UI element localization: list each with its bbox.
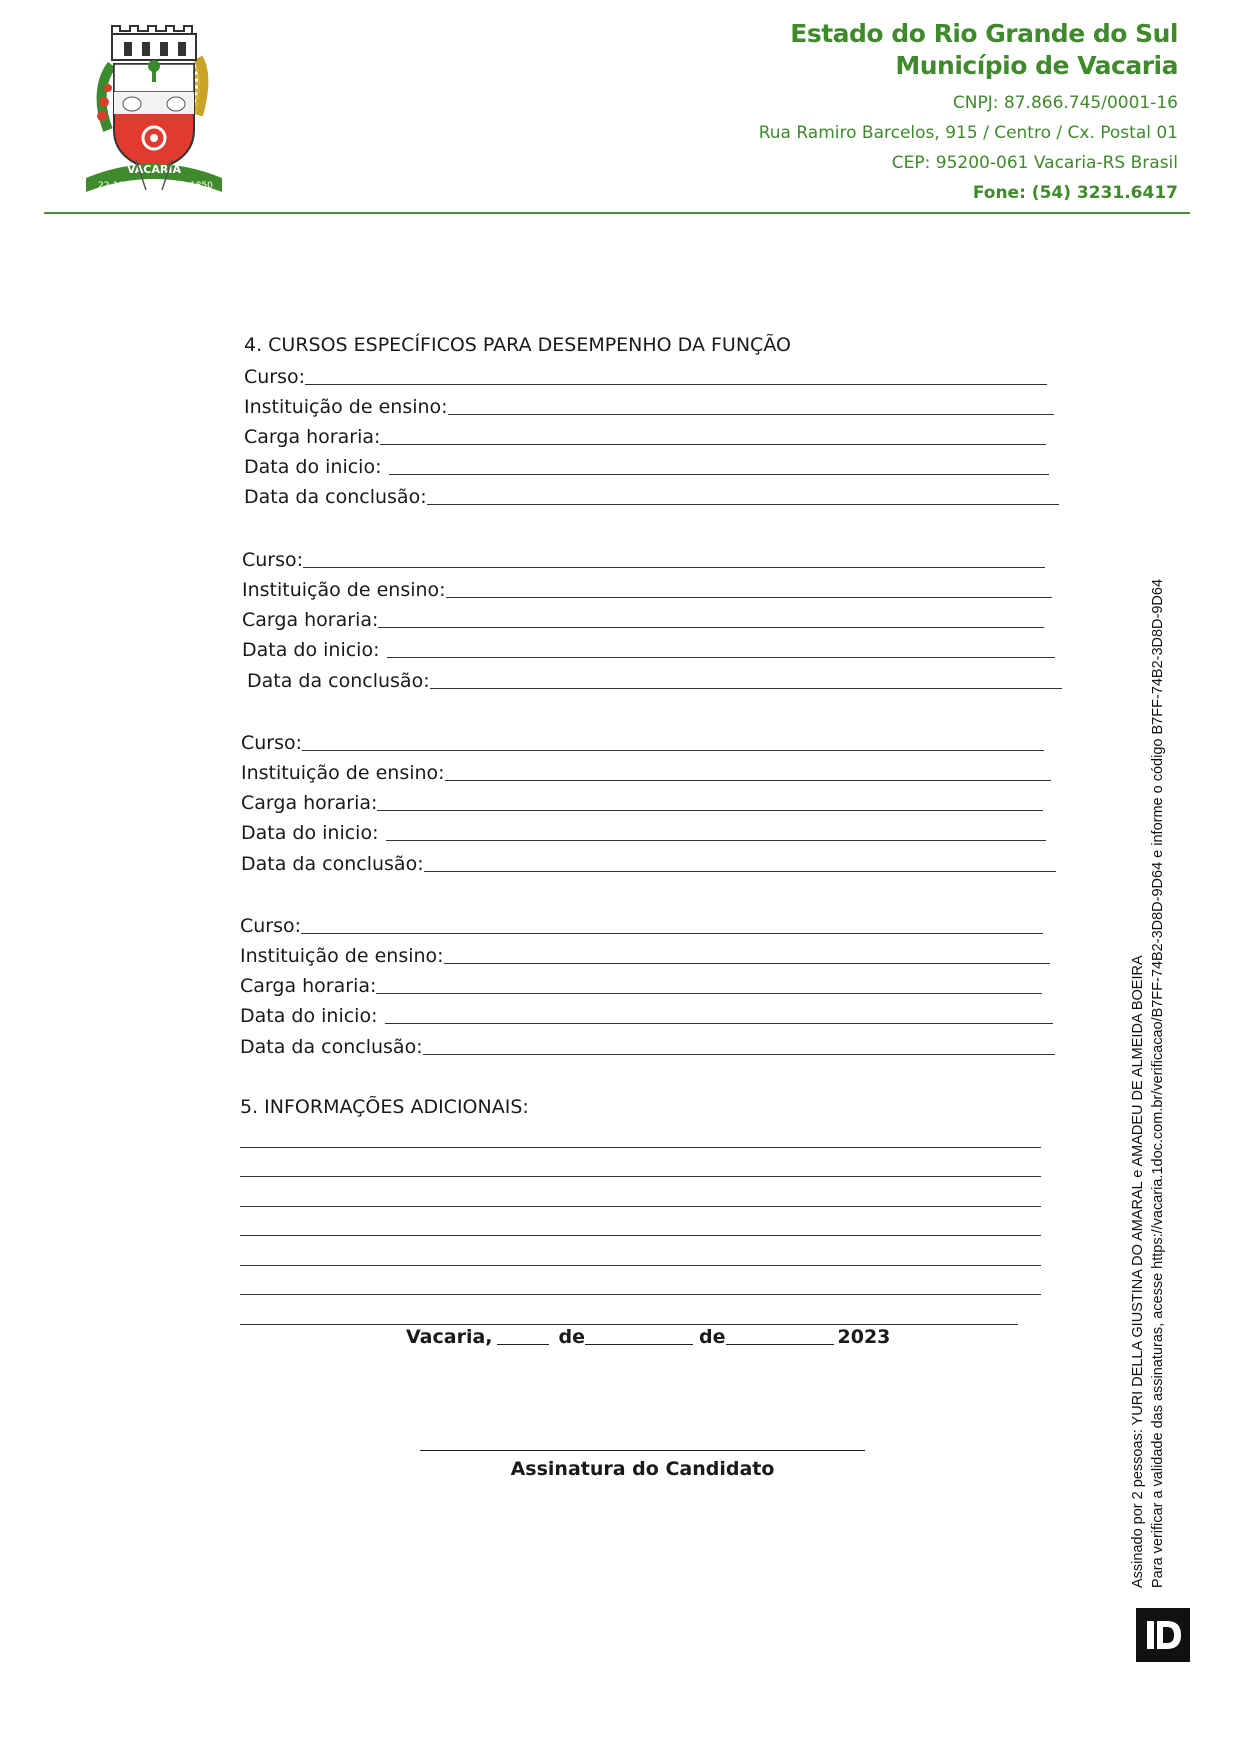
field-label: Data do inicio: [242,639,380,661]
blank-line[interactable] [302,750,1044,751]
cnpj: CNPJ: 87.866.745/0001-16 [952,93,1178,113]
field-label: Instituição de ensino: [240,945,444,967]
blank-line[interactable] [430,688,1062,689]
field-label: Carga horaria: [244,426,381,448]
phone: Fone: (54) 3231.6417 [972,183,1178,203]
blank-line[interactable] [301,933,1043,934]
address: Rua Ramiro Barcelos, 915 / Centro / Cx. Postal 01 [758,123,1178,143]
blank-line[interactable] [389,474,1049,475]
field-label: Instituição de ensino: [244,396,448,418]
field-label: Carga horaria: [241,792,378,814]
letterhead [759,18,1178,208]
course-2-name-field[interactable] [242,545,1045,571]
additional-info-line[interactable] [240,1324,1018,1325]
course-1-institution-field[interactable] [244,392,1054,418]
day-month-blank[interactable] [726,1344,834,1345]
course-1-hours-field[interactable] [244,422,1046,448]
field-label: Data do inicio: [240,1005,378,1027]
blank-line[interactable] [423,1054,1055,1055]
course-3-start-field[interactable] [241,818,1046,844]
blank-line[interactable] [446,597,1052,598]
field-label: Curso: [244,366,306,388]
year-label: 2023 [837,1326,891,1348]
state-name: Estado do Rio Grande do Sul [790,19,1178,48]
blank-line[interactable] [444,963,1050,964]
header-divider [44,212,1190,214]
course-3-hours-field[interactable] [241,788,1043,814]
field-label: Data do inicio: [244,456,382,478]
additional-info-line[interactable] [240,1235,1041,1236]
section-5-title: 5. INFORMAÇÕES ADICIONAIS: [240,1096,529,1118]
signature-line[interactable] [420,1450,865,1451]
course-3-name-field[interactable] [241,728,1044,754]
day-blank[interactable] [497,1344,549,1345]
month-blank[interactable] [585,1344,693,1345]
course-2-start-field[interactable] [242,635,1055,661]
field-label: Carga horaria: [242,609,379,631]
blank-line[interactable] [386,840,1046,841]
field-label: Data da conclusão: [247,670,430,692]
signers-line: Assinado por 2 pessoas: YURI DELLA GIUSTINA DO AMARAL e AMADEU DE ALMEIDA BOEIRA [1130,955,1146,1588]
blank-line[interactable] [387,657,1055,658]
verification-url-line: Para verificar a validade das assinaturas, acesse https://vacaria.1doc.com.br/verificacao/B7FF-74B2-3D8D-9D64 e informe o código B7FF-74B2-3D8D-9D64 [1150,578,1166,1588]
blank-line[interactable] [377,810,1043,811]
course-4-hours-field[interactable] [240,971,1042,997]
de-label: de [699,1326,726,1348]
course-3-end-field[interactable] [241,849,1056,875]
field-label: Data da conclusão: [244,486,427,508]
blank-line[interactable] [445,780,1051,781]
blank-line[interactable] [378,627,1044,628]
course-1-name-field[interactable] [244,362,1047,388]
signature-verification-text [1128,548,1168,1588]
course-3-institution-field[interactable] [241,758,1051,784]
postal-code: CEP: 95200-061 Vacaria-RS Brasil [891,153,1178,173]
field-label: Data da conclusão: [240,1036,423,1058]
additional-info-line[interactable] [240,1265,1041,1266]
blank-line[interactable] [380,444,1046,445]
signature-label: Assinatura do Candidato [510,1458,775,1480]
field-label: Curso: [240,915,302,937]
svg-text:22-10: 22-10 [98,181,125,191]
svg-text:VACARIA: VACARIA [127,163,181,176]
blank-line[interactable] [385,1023,1053,1024]
additional-info-line[interactable] [240,1176,1041,1177]
course-4-start-field[interactable] [240,1001,1053,1027]
blank-line[interactable] [427,504,1059,505]
svg-text:1850: 1850 [190,181,213,191]
course-1-end-field[interactable] [244,482,1059,508]
field-label: Carga horaria: [240,975,377,997]
blank-line[interactable] [424,871,1056,872]
field-label: Instituição de ensino: [242,579,446,601]
additional-info-line[interactable] [240,1147,1041,1148]
course-4-name-field[interactable] [240,911,1043,937]
onedoc-logo-icon [1136,1608,1190,1662]
municipal-crest-logo [80,20,230,200]
course-2-hours-field[interactable] [242,605,1044,631]
municipality-name: Município de Vacaria [895,51,1178,80]
field-label: Data da conclusão: [241,853,424,875]
blank-line[interactable] [448,414,1054,415]
section-4-title: 4. CURSOS ESPECÍFICOS PARA DESEMPENHO DA FUNÇÃO [244,334,791,356]
field-label: Curso: [241,732,303,754]
course-2-end-field[interactable] [247,666,1062,692]
additional-info-line[interactable] [240,1294,1041,1295]
field-label: Data do inicio: [241,822,379,844]
additional-info-line[interactable] [240,1206,1041,1207]
course-1-start-field[interactable] [244,452,1049,478]
course-2-institution-field[interactable] [242,575,1052,601]
course-4-institution-field[interactable] [240,941,1050,967]
date-line [406,1326,890,1348]
de-label: de [558,1326,585,1348]
field-label: Instituição de ensino: [241,762,445,784]
blank-line[interactable] [303,567,1045,568]
city-label: Vacaria, [406,1326,493,1348]
blank-line[interactable] [305,384,1047,385]
course-4-end-field[interactable] [240,1032,1055,1058]
blank-line[interactable] [376,993,1042,994]
field-label: Curso: [242,549,304,571]
